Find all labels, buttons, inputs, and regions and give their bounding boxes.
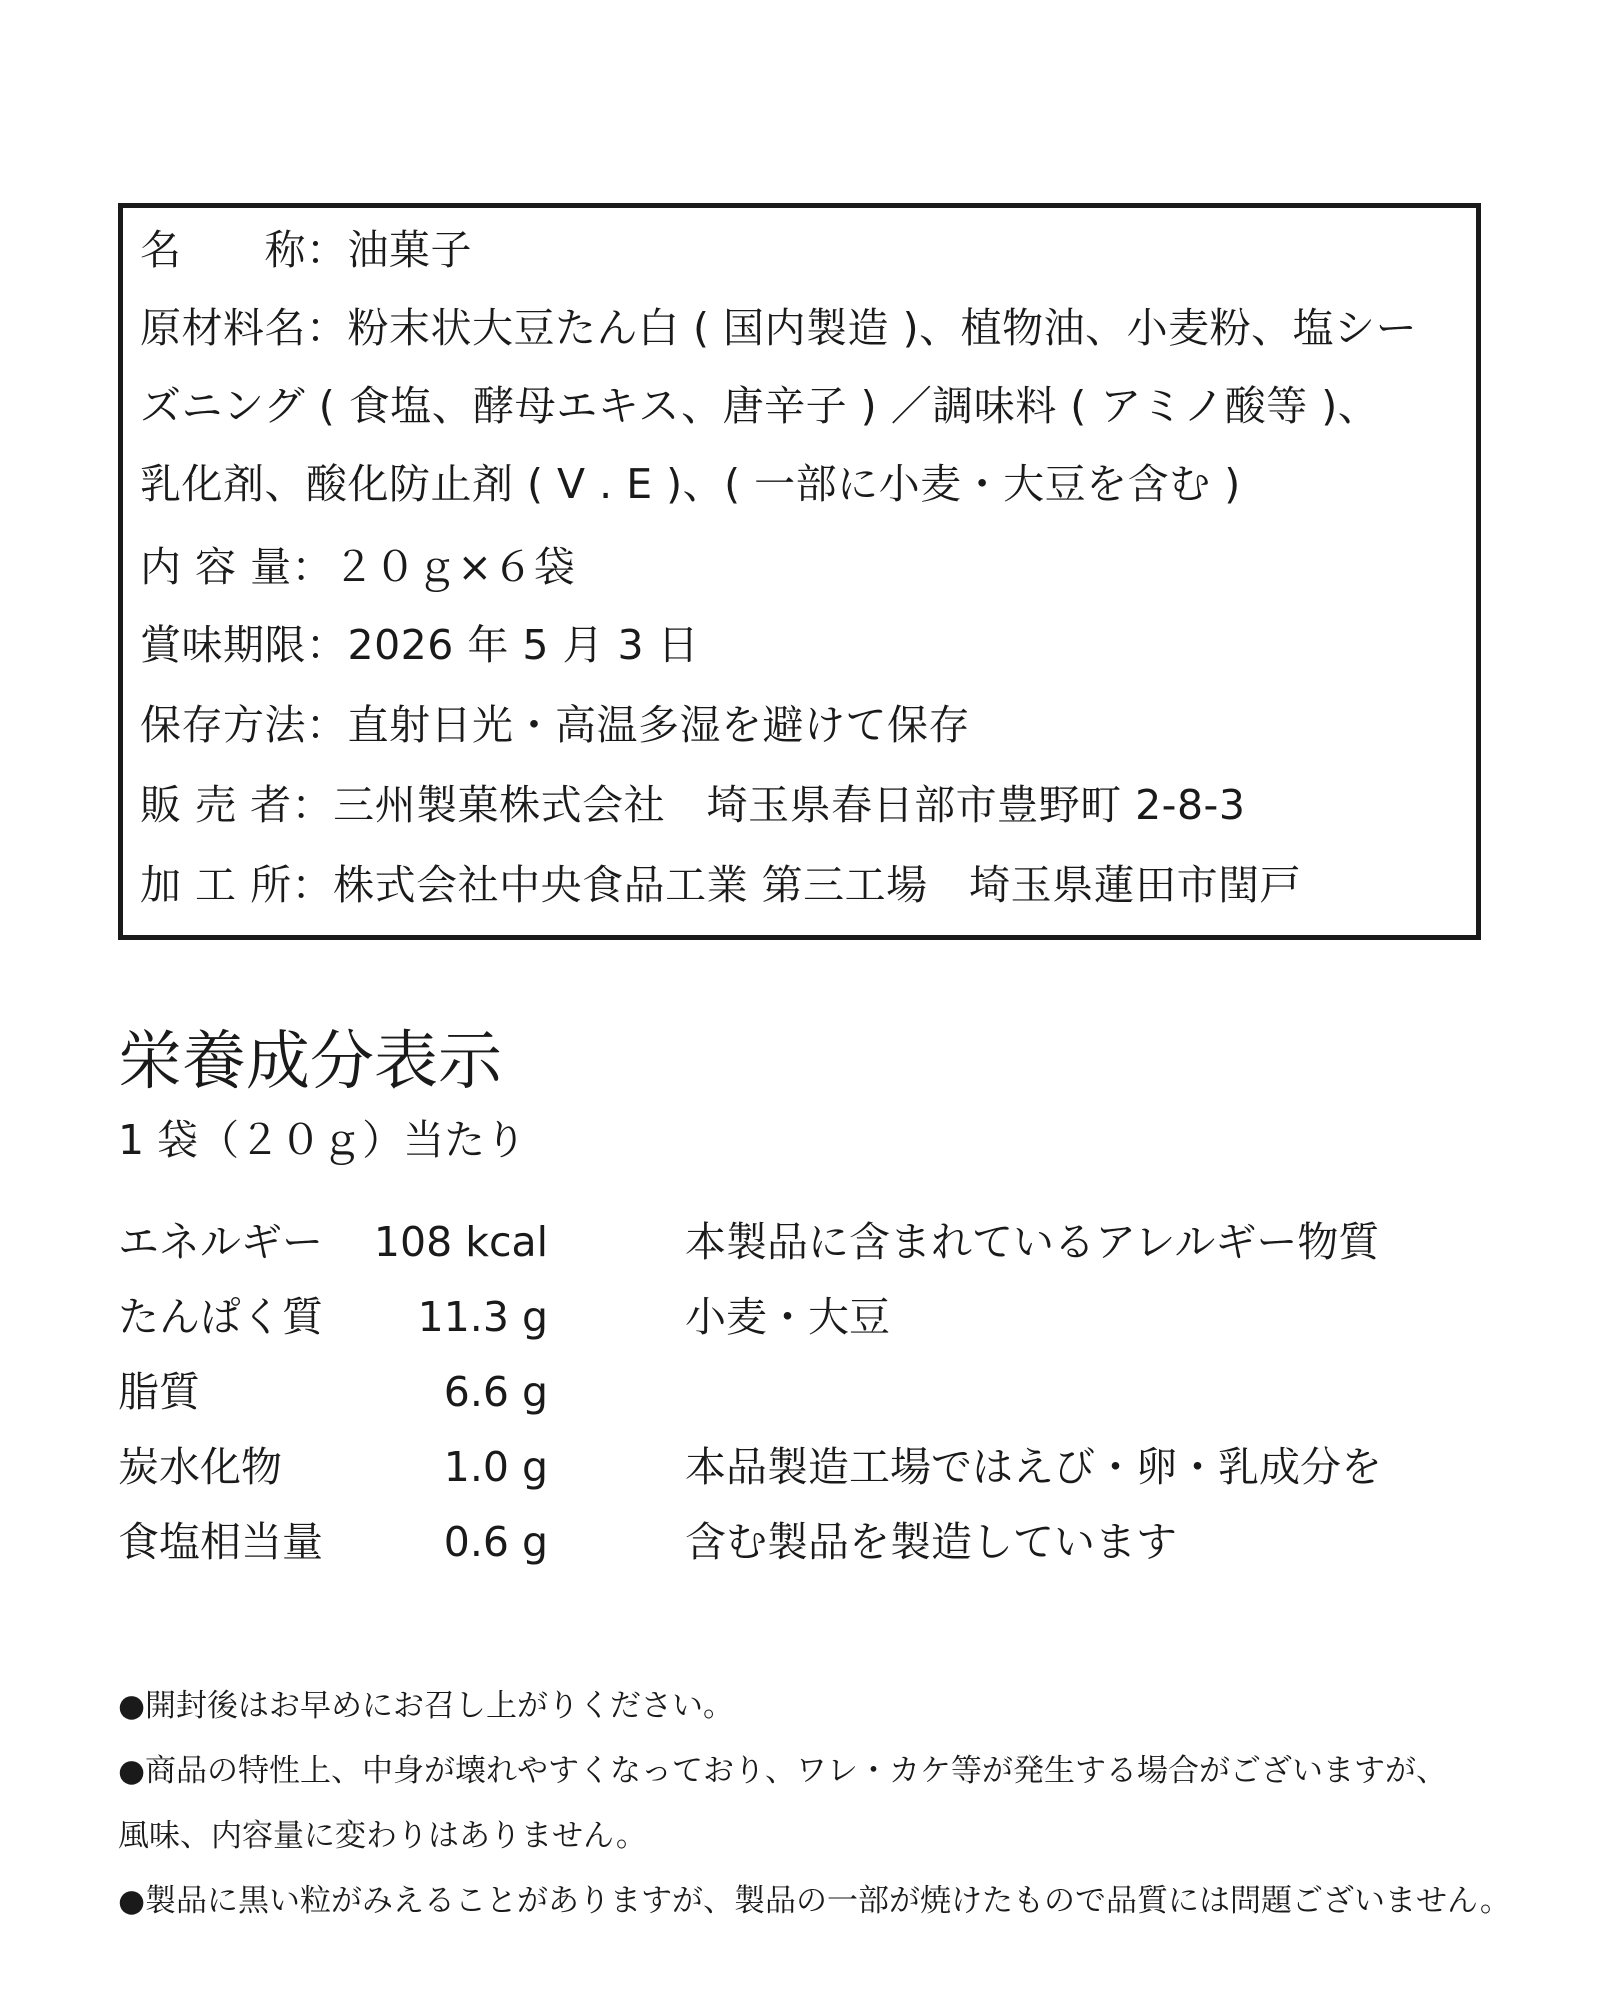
factory-notice-line-2: 含む製品を製造しています bbox=[685, 1518, 1177, 1566]
label-ingredients-line-2: ズニング ( 食塩、酵母エキス、唐辛子 ) ／調味料 ( アミノ酸等 )、 bbox=[140, 382, 1380, 430]
nutrition-row-name: エネルギー bbox=[118, 1218, 323, 1266]
nutrition-row-name: 脂質 bbox=[118, 1368, 200, 1416]
nutrition-row-value: 6.6 g bbox=[443, 1368, 548, 1416]
nutrition-row-value: 108 kcal bbox=[373, 1218, 548, 1266]
label-ingredients-line-3: 乳化剤、酸化防止剤 ( V . E )、( 一部に小麦・大豆を含む ) bbox=[140, 460, 1241, 508]
allergen-heading: 本製品に含まれているアレルギー物質 bbox=[685, 1218, 1380, 1266]
note-black-particles: ●製品に黒い粒がみえることがありますが、製品の一部が焼けたもので品質には問題ございません。 bbox=[118, 1883, 1511, 1919]
nutrition-row-name: 炭水化物 bbox=[118, 1443, 282, 1491]
nutrition-serving: 1 袋（２０ｇ）当たり bbox=[118, 1116, 527, 1164]
label-ingredients-line-1: 原材料名：粉末状大豆たん白 ( 国内製造 )、植物油、小麦粉、塩シー bbox=[140, 304, 1418, 352]
nutrition-title: 栄養成分表示 bbox=[118, 1025, 502, 1099]
note-fragile-line-2: 風味、内容量に変わりはありません。 bbox=[118, 1818, 647, 1854]
label-name-line: 名 称：油菓子 bbox=[140, 226, 472, 274]
nutrition-row-name: たんぱく質 bbox=[118, 1293, 323, 1341]
label-best-before-line: 賞味期限：2026 年 5 月 3 日 bbox=[140, 621, 700, 669]
nutrition-row bbox=[118, 1517, 548, 1567]
label-storage-line: 保存方法：直射日光・高温多湿を避けて保存 bbox=[140, 701, 970, 749]
nutrition-row bbox=[118, 1292, 548, 1342]
nutrition-row-value: 0.6 g bbox=[443, 1518, 548, 1566]
nutrition-row bbox=[118, 1367, 548, 1417]
note-fragile-line-1: ●商品の特性上、中身が壊れやすくなっており、ワレ・カケ等が発生する場合がございますが、 bbox=[118, 1753, 1448, 1789]
label-manufacturer-line: 加 工 所：株式会社中央食品工業 第三工場 埼玉県蓮田市閏戸 bbox=[140, 861, 1302, 909]
nutrition-row-value: 11.3 g bbox=[417, 1293, 548, 1341]
nutrition-row bbox=[118, 1217, 548, 1267]
nutrition-row-name: 食塩相当量 bbox=[118, 1518, 323, 1566]
note-open-early: ●開封後はお早めにお召し上がりください。 bbox=[118, 1688, 735, 1724]
factory-notice-line-1: 本品製造工場ではえび・卵・乳成分を bbox=[685, 1443, 1382, 1491]
label-contents-line: 内 容 量：２０ｇ×６袋 bbox=[140, 543, 576, 591]
nutrition-row bbox=[118, 1442, 548, 1492]
allergen-items: 小麦・大豆 bbox=[685, 1293, 890, 1341]
label-seller-line: 販 売 者：三州製菓株式会社 埼玉県春日部市豊野町 2-8-3 bbox=[140, 781, 1246, 829]
nutrition-row-value: 1.0 g bbox=[443, 1443, 548, 1491]
